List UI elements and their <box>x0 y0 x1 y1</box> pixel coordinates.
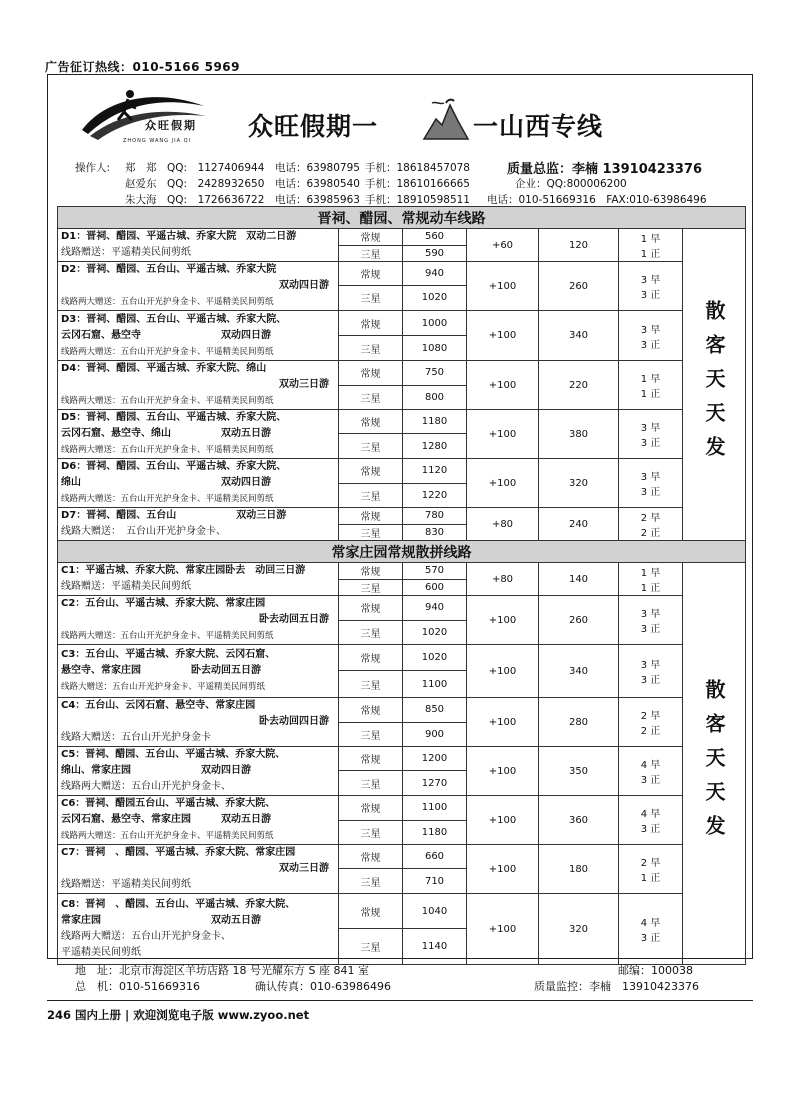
route-description <box>58 747 339 796</box>
grade-standard: 常规 <box>339 747 403 771</box>
company-phone-fax: 电话：010-51669316 FAX:010-63986496 <box>487 194 707 206</box>
quality-monitor: 质量监控：李楠 13910423376 <box>534 980 699 993</box>
surcharge: +100 <box>467 311 539 361</box>
grade-three-star: 三星 <box>339 869 403 894</box>
side-label: 散客天天发 <box>683 229 746 541</box>
surcharge: +100 <box>467 459 539 508</box>
routes-body <box>58 207 746 965</box>
price-three-star: 1100 <box>403 671 467 698</box>
contact-qq: QQ: 1726636722 <box>167 194 265 206</box>
meals: 2 早 2 正 <box>619 698 683 747</box>
price-standard: 1000 <box>403 311 467 336</box>
surcharge: +80 <box>467 563 539 596</box>
table-row <box>58 845 746 869</box>
grade-standard: 常规 <box>339 563 403 580</box>
route-line: 双动三日游 <box>279 863 329 874</box>
main-phone: 总 机：010-51669316 <box>75 980 200 993</box>
contact-tel: 电话：63980540 <box>275 178 360 190</box>
surcharge: +100 <box>467 698 539 747</box>
child-price: 360 <box>539 796 619 845</box>
child-price: 280 <box>539 698 619 747</box>
grade-standard: 常规 <box>339 311 403 336</box>
grade-three-star: 三星 <box>339 820 403 845</box>
routes-table <box>57 206 746 965</box>
contact-qq: QQ: 2428932650 <box>167 178 265 190</box>
route-title: C7：晋祠 、醋园、平遥古城、乔家大院、常家庄园 <box>61 847 296 858</box>
surcharge: +60 <box>467 229 539 262</box>
meals: 3 早 3 正 <box>619 311 683 361</box>
route-line: 双动四日游 <box>279 280 329 291</box>
price-three-star: 900 <box>403 722 467 747</box>
surcharge: +100 <box>467 894 539 965</box>
surcharge: +100 <box>467 262 539 311</box>
surcharge: +100 <box>467 596 539 645</box>
price-three-star: 1270 <box>403 771 467 796</box>
meals: 4 早 3 正 <box>619 747 683 796</box>
price-three-star: 600 <box>403 579 467 596</box>
route-title: D6：晋祠、醋园、五台山、平遥古城、乔家大院、 <box>61 461 287 472</box>
route-title: C1：平遥古城、乔家大院、常家庄园卧去 动回三日游 <box>61 565 306 576</box>
grade-standard: 常规 <box>339 796 403 821</box>
price-standard: 940 <box>403 596 467 621</box>
table-row <box>58 459 746 484</box>
quality-director: 质量总监：李楠 13910423376 <box>507 162 703 177</box>
route-title: C3：五台山、平遥古城、乔家大院、云冈石窟、 <box>61 649 276 660</box>
route-title: D1：晋祠、醋园、平遥古城、乔家大院 双动二日游 <box>61 231 297 242</box>
grade-standard: 常规 <box>339 698 403 723</box>
contact-mobile: 手机：18618457078 <box>365 162 470 174</box>
table-row <box>58 894 746 929</box>
table-row <box>58 311 746 336</box>
child-price: 140 <box>539 563 619 596</box>
surcharge: +100 <box>467 645 539 698</box>
price-three-star: 1080 <box>403 336 467 361</box>
grade-standard: 常规 <box>339 645 403 671</box>
price-standard: 1200 <box>403 747 467 771</box>
ad-hotline: 广告征订热线：010-5166 5969 <box>45 60 241 74</box>
page-footer: 246 国内上册 | 欢迎浏览电子版 www.zyoo.net <box>47 1008 310 1022</box>
grade-standard: 常规 <box>339 894 403 929</box>
route-description <box>58 361 339 410</box>
route-description <box>58 796 339 845</box>
meals: 1 早 1 正 <box>619 361 683 410</box>
footer-divider <box>47 1000 753 1001</box>
table-row <box>58 508 746 525</box>
grade-three-star: 三星 <box>339 722 403 747</box>
route-title: C8：晋祠 、醋园、五台山、平遥古城、乔家大院、 <box>61 899 296 910</box>
grade-standard: 常规 <box>339 508 403 525</box>
price-standard: 1040 <box>403 894 467 929</box>
child-price: 320 <box>539 894 619 965</box>
table-row <box>58 262 746 286</box>
logo-cn-text: 众旺假期 <box>145 119 197 132</box>
contact-name: 赵爱东 <box>125 178 157 190</box>
confirm-fax: 确认传真：010-63986496 <box>255 980 391 993</box>
grade-standard: 常规 <box>339 229 403 246</box>
price-three-star: 800 <box>403 385 467 410</box>
grade-three-star: 三星 <box>339 336 403 361</box>
route-title: C2：五台山、平遥古城、乔家大院、常家庄园 <box>61 598 266 609</box>
child-price: 120 <box>539 229 619 262</box>
meals: 4 早 3 正 <box>619 796 683 845</box>
meals: 3 早 3 正 <box>619 645 683 698</box>
table-row <box>58 645 746 671</box>
route-line: 线路大赠送：五台山开光护身金卡、平遥精美民间剪纸 <box>61 682 266 692</box>
route-line: 云冈石窟、悬空寺、常家庄园 双动五日游 <box>61 814 271 825</box>
child-price: 240 <box>539 508 619 541</box>
route-description <box>58 645 339 698</box>
child-price: 340 <box>539 645 619 698</box>
price-three-star: 1220 <box>403 483 467 508</box>
company-qq: 企业：QQ:800006200 <box>515 178 627 190</box>
child-price: 350 <box>539 747 619 796</box>
route-line: 卧去动回五日游 <box>259 614 329 625</box>
price-three-star: 710 <box>403 869 467 894</box>
contact-name: 郑 郑 <box>125 162 157 174</box>
meals: 3 早 3 正 <box>619 262 683 311</box>
route-description <box>58 410 339 459</box>
table-row <box>58 747 746 771</box>
route-description <box>58 596 339 645</box>
route-description <box>58 311 339 361</box>
table-row <box>58 698 746 723</box>
meals: 3 早 3 正 <box>619 459 683 508</box>
route-description <box>58 563 339 596</box>
route-line: 线路两大赠送：五台山开光护身金卡、平遥精美民间剪纸 <box>61 494 274 504</box>
route-line: 线路大赠送： 五台山开光护身金卡、 <box>61 526 226 537</box>
route-title: C4：五台山、云冈石窟、悬空寺、常家庄园 <box>61 700 256 711</box>
contact-block <box>75 160 755 206</box>
surcharge: +100 <box>467 796 539 845</box>
price-three-star: 1180 <box>403 820 467 845</box>
route-line: 卧去动回四日游 <box>259 716 329 727</box>
price-standard: 1120 <box>403 459 467 484</box>
grade-three-star: 三星 <box>339 483 403 508</box>
route-description <box>58 845 339 894</box>
route-description <box>58 698 339 747</box>
table-row <box>58 410 746 434</box>
table-row <box>58 563 746 580</box>
section-header-row <box>58 207 746 229</box>
surcharge: +100 <box>467 747 539 796</box>
grade-three-star: 三星 <box>339 929 403 965</box>
route-line: 云冈石窟、悬空寺、绵山 双动五日游 <box>61 428 271 439</box>
price-standard: 850 <box>403 698 467 723</box>
child-price: 260 <box>539 596 619 645</box>
route-line: 悬空寺、常家庄园 卧去动回五日游 <box>61 665 261 676</box>
logo-en-text: ZHONG WANG JIA QI <box>123 138 191 144</box>
route-line: 线路赠送：平遥精美民间剪纸 <box>61 879 191 890</box>
route-description <box>58 894 339 965</box>
headline-right: 一山西专线 <box>473 112 604 141</box>
price-standard: 780 <box>403 508 467 525</box>
price-standard: 660 <box>403 845 467 869</box>
route-line: 平遥精美民间剪纸 <box>61 947 141 958</box>
surcharge: +100 <box>467 845 539 894</box>
route-title: C5：晋祠、醋园、五台山、平遥古城、乔家大院、 <box>61 749 286 760</box>
route-line: 线路赠送：平遥精美民间剪纸 <box>61 247 191 258</box>
price-standard: 570 <box>403 563 467 580</box>
price-standard: 1100 <box>403 796 467 821</box>
price-standard: 1020 <box>403 645 467 671</box>
route-line: 绵山 双动四日游 <box>61 477 271 488</box>
meals: 1 早 1 正 <box>619 229 683 262</box>
route-description <box>58 262 339 311</box>
meals: 3 早 3 正 <box>619 596 683 645</box>
meals: 1 早 1 正 <box>619 563 683 596</box>
grade-three-star: 三星 <box>339 245 403 262</box>
contact-tel: 电话：63980795 <box>275 162 360 174</box>
route-line: 线路两大赠送：五台山开光护身金卡、平遥精美民间剪纸 <box>61 396 274 406</box>
route-line: 线路赠送：平遥精美民间剪纸 <box>61 581 191 592</box>
child-price: 340 <box>539 311 619 361</box>
price-standard: 560 <box>403 229 467 246</box>
child-price: 260 <box>539 262 619 311</box>
grade-standard: 常规 <box>339 459 403 484</box>
grade-three-star: 三星 <box>339 579 403 596</box>
table-row <box>58 596 746 621</box>
meals: 2 早 1 正 <box>619 845 683 894</box>
table-row <box>58 796 746 821</box>
route-line: 双动三日游 <box>279 379 329 390</box>
price-three-star: 1020 <box>403 620 467 645</box>
price-three-star: 1140 <box>403 929 467 965</box>
meals: 4 早 3 正 <box>619 894 683 965</box>
route-title: C6：晋祠、醋园五台山、平遥古城、乔家大院、 <box>61 798 276 809</box>
child-price: 220 <box>539 361 619 410</box>
contact-qq: QQ: 1127406944 <box>167 162 265 174</box>
grade-standard: 常规 <box>339 361 403 386</box>
grade-three-star: 三星 <box>339 285 403 310</box>
route-title: D3：晋祠、醋园、五台山、平遥古城、乔家大院、 <box>61 313 287 325</box>
route-line: 常家庄园 双动五日游 <box>61 915 261 926</box>
headline-left: 众旺假期一 <box>248 112 379 141</box>
route-line: 线路两大赠送：五台山开光护身金卡、平遥精美民间剪纸 <box>61 445 274 455</box>
price-three-star: 830 <box>403 524 467 541</box>
mountain-icon <box>422 97 470 141</box>
zip-code: 邮编：100038 <box>618 964 693 977</box>
route-title: D5：晋祠、醋园、五台山、平遥古城、乔家大院、 <box>61 412 287 423</box>
grade-three-star: 三星 <box>339 524 403 541</box>
grade-three-star: 三星 <box>339 434 403 459</box>
section-title: 常家庄园常规散拼线路 <box>58 541 746 563</box>
grade-standard: 常规 <box>339 596 403 621</box>
route-line: 线路两大赠送：五台山开光护身金卡、平遥精美民间剪纸 <box>61 297 274 307</box>
grade-three-star: 三星 <box>339 771 403 796</box>
route-line: 线路两大赠送：五台山开光护身金卡、平遥精美民间剪纸 <box>61 346 274 357</box>
child-price: 320 <box>539 459 619 508</box>
price-three-star: 590 <box>403 245 467 262</box>
price-three-star: 1280 <box>403 434 467 459</box>
contact-mobile: 手机：18610166665 <box>365 178 470 190</box>
route-line: 线路大赠送：五台山开光护身金卡 <box>61 732 211 743</box>
headline <box>226 107 746 153</box>
meals: 2 早 2 正 <box>619 508 683 541</box>
child-price: 180 <box>539 845 619 894</box>
route-description <box>58 459 339 508</box>
child-price: 380 <box>539 410 619 459</box>
grade-three-star: 三星 <box>339 620 403 645</box>
surcharge: +80 <box>467 508 539 541</box>
contact-label: 操作人: <box>75 162 111 174</box>
route-line: 云冈石窟、悬空寺 双动四日游 <box>61 329 271 341</box>
price-standard: 940 <box>403 262 467 286</box>
side-label: 散客天天发 <box>683 563 746 965</box>
route-line: 绵山、常家庄园 双动四日游 <box>61 765 251 776</box>
route-description <box>58 508 339 541</box>
price-standard: 1180 <box>403 410 467 434</box>
table-row <box>58 361 746 386</box>
route-title: D7：晋祠、醋园、五台山 双动三日游 <box>61 510 287 521</box>
route-line: 线路两大赠送：五台山开光护身金卡、 <box>61 781 231 792</box>
contact-mobile: 手机：18910598511 <box>365 194 470 206</box>
price-three-star: 1020 <box>403 285 467 310</box>
price-standard: 750 <box>403 361 467 386</box>
address: 地 址：北京市海淀区羊坊店路 18 号光耀东方 S 座 841 室 <box>75 964 369 977</box>
table-row <box>58 229 746 246</box>
grade-three-star: 三星 <box>339 671 403 698</box>
grade-standard: 常规 <box>339 845 403 869</box>
route-line: 线路两大赠送：五台山开光护身金卡、 <box>61 931 231 942</box>
route-description <box>58 229 339 262</box>
section-title: 晋祠、醋园、常规动车线路 <box>58 207 746 229</box>
surcharge: +100 <box>467 410 539 459</box>
grade-standard: 常规 <box>339 410 403 434</box>
route-line: 线路两大赠送：五台山开光护身金卡、平遥精美民间剪纸 <box>61 831 274 841</box>
grade-standard: 常规 <box>339 262 403 286</box>
grade-three-star: 三星 <box>339 385 403 410</box>
meals: 3 早 3 正 <box>619 410 683 459</box>
route-title: D4：晋祠、醋园、平遥古城、乔家大院、绵山 <box>61 363 267 374</box>
contact-tel: 电话：63985963 <box>275 194 360 206</box>
route-line: 线路两大赠送：五台山开光护身金卡、平遥精美民间剪纸 <box>61 631 274 641</box>
section-header-row <box>58 541 746 563</box>
surcharge: +100 <box>467 361 539 410</box>
contact-name: 朱大海 <box>125 194 157 206</box>
route-title: D2：晋祠、醋园、五台山、平遥古城、乔家大院 <box>61 264 277 275</box>
